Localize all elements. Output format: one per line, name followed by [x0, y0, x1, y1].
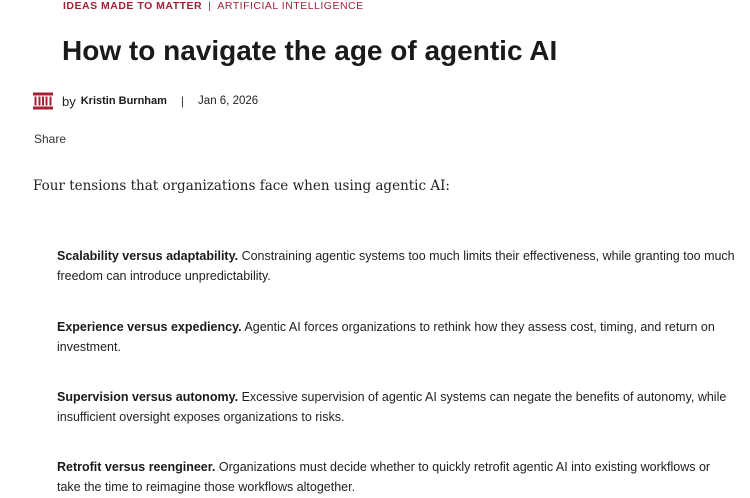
article-intro: Four tensions that organizations face when using agentic AI: — [33, 178, 450, 194]
tension-item — [57, 317, 737, 357]
byline — [32, 91, 258, 111]
tension-text: Organizations must decide whether to quickly retrofit agentic AI into existing workflows or take the time to reimagine those workflows altogether. — [57, 460, 711, 494]
tension-text: Excessive supervision of agentic AI systems can negate the benefits of autonomy, while insufficient oversight exposes organizations to risks. — [57, 390, 727, 424]
tension-item — [57, 246, 737, 286]
kicker — [63, 0, 364, 13]
kicker-separator: | — [208, 0, 212, 12]
byline-divider: | — [180, 94, 185, 108]
tension-text: Constraining agentic systems too much limits their effectiveness, while granting too much freedom can introduce unpredictability. — [57, 249, 735, 283]
article-title: How to navigate the age of agentic AI — [62, 35, 558, 66]
tension-lead: Retrofit versus reengineer. — [57, 460, 216, 474]
tension-lead: Scalability versus adaptability. — [57, 249, 239, 263]
byline-by: by — [62, 93, 76, 109]
tension-lead: Supervision versus autonomy. — [57, 390, 239, 404]
publish-date: Jan 6, 2026 — [198, 95, 259, 107]
kicker-topic-link[interactable]: ARTIFICIAL INTELLIGENCE — [217, 0, 364, 12]
tension-lead: Experience versus expediency. — [57, 320, 242, 334]
share-button[interactable]: Share — [34, 132, 67, 146]
author-link[interactable]: Kristin Burnham — [80, 95, 167, 107]
tension-text: Agentic AI forces organizations to rethink how they assess cost, timing, and return on investment. — [57, 320, 715, 354]
kicker-primary-link[interactable]: IDEAS MADE TO MATTER — [63, 0, 203, 12]
tension-item — [57, 387, 737, 427]
building-columns-icon — [32, 92, 54, 110]
tension-item — [57, 457, 737, 497]
